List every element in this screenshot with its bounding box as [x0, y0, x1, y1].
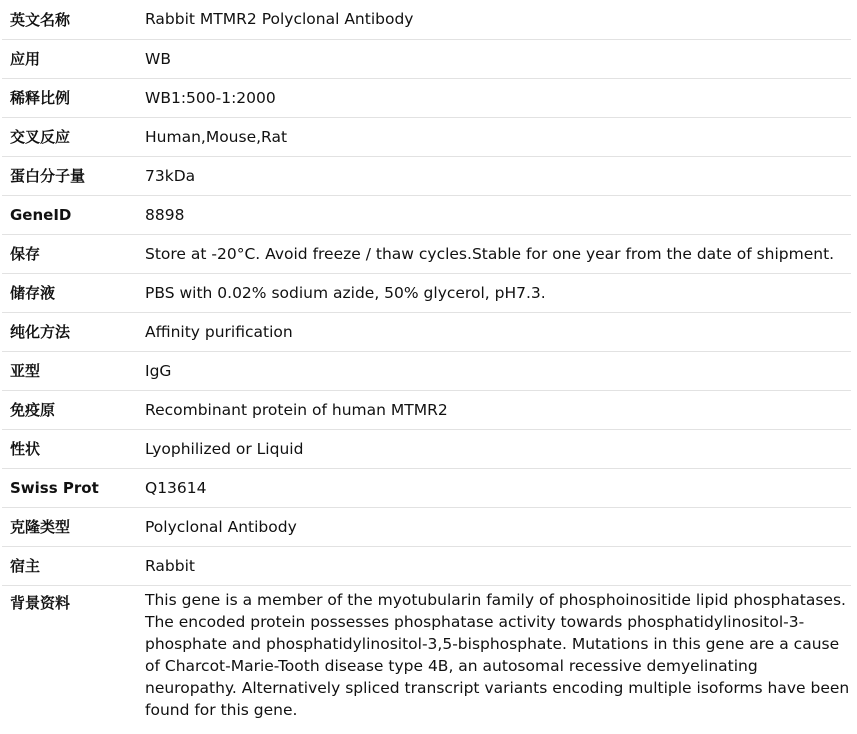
row-label: 性状 — [2, 429, 137, 468]
row-label: 背景资料 — [10, 593, 71, 612]
row-host — [2, 546, 851, 585]
row-value — [137, 585, 851, 721]
row-english-name — [2, 0, 851, 39]
row-label: 亚型 — [2, 351, 137, 390]
row-value: Store at -20°C. Avoid freeze / thaw cycles.Stable for one year from the date of shipment. — [137, 234, 851, 273]
row-label: 宿主 — [2, 546, 137, 585]
row-label: 应用 — [2, 39, 137, 78]
row-label: 交叉反应 — [2, 117, 137, 156]
row-value: Human,Mouse,Rat — [137, 117, 851, 156]
row-label: GeneID — [2, 195, 137, 234]
background-description: This gene is a member of the myotubularin family of phosphoinositide lipid phosphatases. The encoded protein possesses phosphatase activity towards phosphatidylinositol-3-phosphate and phosphatidylinositol-3,5-bisphosphate. Mutations in this gene are a cause of Charcot-Marie-Tooth disease type 4B, an autosomal recessive demyelinating neuropathy. Alternatively spliced transcript variants encoding multiple isoforms have been found for this gene. — [145, 590, 850, 719]
product-spec-table — [2, 0, 851, 721]
row-value: PBS with 0.02% sodium azide, 50% glycerol, pH7.3. — [137, 273, 851, 312]
row-value: Polyclonal Antibody — [137, 507, 851, 546]
row-value: IgG — [137, 351, 851, 390]
row-value: Rabbit — [137, 546, 851, 585]
row-value: Recombinant protein of human MTMR2 — [137, 390, 851, 429]
row-label: 稀释比例 — [2, 78, 137, 117]
row-label: 储存液 — [2, 273, 137, 312]
row-label: 蛋白分子量 — [2, 156, 137, 195]
row-purification — [2, 312, 851, 351]
row-label: 保存 — [2, 234, 137, 273]
row-label: 英文名称 — [2, 0, 137, 39]
row-background — [2, 585, 851, 721]
row-storage-buffer — [2, 273, 851, 312]
row-value: 8898 — [137, 195, 851, 234]
row-dilution — [2, 78, 851, 117]
row-storage — [2, 234, 851, 273]
row-isotype — [2, 351, 851, 390]
row-label: 纯化方法 — [2, 312, 137, 351]
row-cross-reactivity — [2, 117, 851, 156]
row-value: Rabbit MTMR2 Polyclonal Antibody — [137, 0, 851, 39]
row-immunogen — [2, 390, 851, 429]
row-application — [2, 39, 851, 78]
row-value: Lyophilized or Liquid — [137, 429, 851, 468]
row-label: 免疫原 — [2, 390, 137, 429]
row-gene-id — [2, 195, 851, 234]
row-value: 73kDa — [137, 156, 851, 195]
row-value: WB — [137, 39, 851, 78]
row-clonality — [2, 507, 851, 546]
row-form — [2, 429, 851, 468]
row-value: WB1:500-1:2000 — [137, 78, 851, 117]
row-label: 克隆类型 — [2, 507, 137, 546]
row-swiss-prot — [2, 468, 851, 507]
row-value: Affinity purification — [137, 312, 851, 351]
row-molecular-weight — [2, 156, 851, 195]
row-value: Q13614 — [137, 468, 851, 507]
row-label: Swiss Prot — [2, 468, 137, 507]
